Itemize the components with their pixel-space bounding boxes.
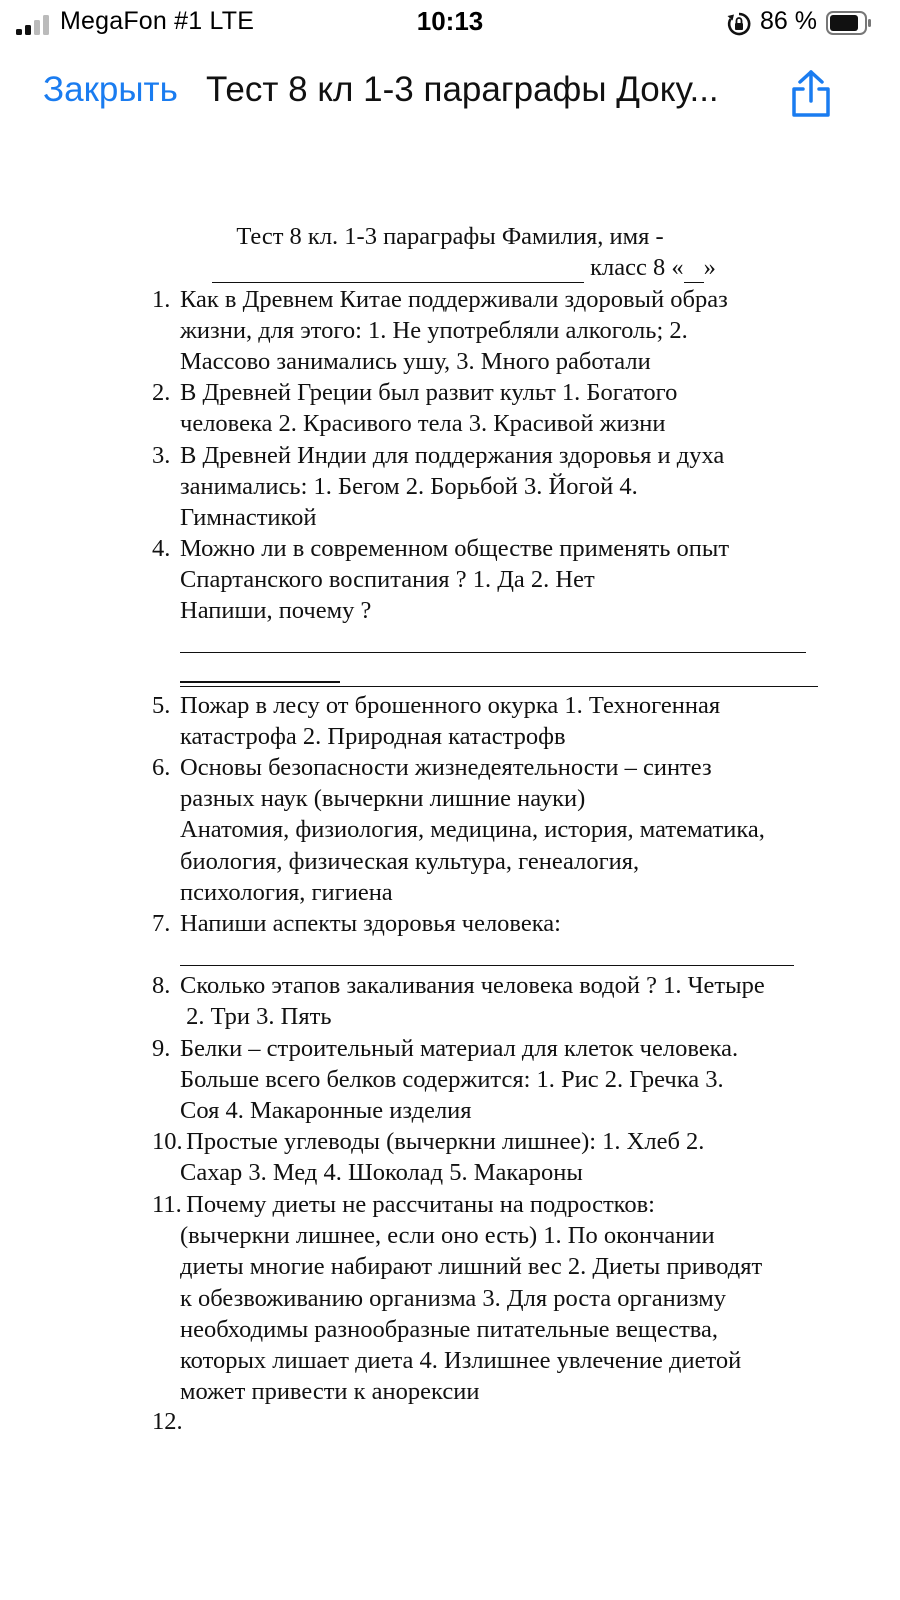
question-text bbox=[180, 970, 860, 1032]
question-number: 3. bbox=[152, 442, 171, 469]
question-number: 10. bbox=[152, 1128, 183, 1155]
question-text bbox=[180, 752, 860, 908]
question-line: Анатомия, физиология, медицина, история, математика, bbox=[180, 816, 765, 844]
question-line: (вычеркни лишнее, если оно есть) 1. По окончании bbox=[180, 1222, 715, 1250]
answer-line-q7 bbox=[180, 965, 794, 966]
question-line: к обезвоживанию организма 3. Для роста организму bbox=[180, 1284, 726, 1312]
question-text bbox=[180, 284, 860, 378]
question-line: занимались: 1. Бегом 2. Борьбой 3. Йогой 4. bbox=[180, 473, 638, 501]
question-text bbox=[180, 1126, 860, 1188]
battery-percent: 86 % bbox=[760, 7, 817, 35]
question-number: 4. bbox=[152, 535, 171, 562]
name-blank bbox=[212, 254, 584, 283]
question-number: 6. bbox=[152, 754, 171, 781]
question-line: психология, гигиена bbox=[180, 878, 393, 906]
question-text bbox=[180, 1033, 860, 1127]
question-line: Гимнастикой bbox=[180, 504, 317, 532]
class-close-quote: » bbox=[703, 254, 716, 281]
answer-line-q4-accent bbox=[180, 681, 340, 683]
question-line: Почему диеты не рассчитаны на подростков: bbox=[180, 1191, 655, 1218]
question-line: Как в Древнем Китае поддерживали здоровый образ bbox=[180, 286, 728, 313]
question-text bbox=[180, 440, 860, 534]
question-line: которых лишает диета 4. Излишнее увлечение диетой bbox=[180, 1346, 742, 1374]
document-header: Тест 8 кл. 1-3 параграфы Фамилия, имя - bbox=[236, 223, 664, 250]
class-label: класс 8 « bbox=[590, 254, 684, 281]
question-line: биология, физическая культура, генеалогия, bbox=[180, 847, 640, 875]
document-title: Тест 8 кл 1-3 параграфы Доку... bbox=[206, 70, 719, 109]
question-line: Спартанского воспитания ? 1. Да 2. Нет bbox=[180, 566, 595, 594]
question-text bbox=[180, 1189, 860, 1407]
question-line: Больше всего белков содержится: 1. Рис 2. Гречка 3. bbox=[180, 1066, 724, 1094]
question-line: Соя 4. Макаронные изделия bbox=[180, 1097, 472, 1125]
question-text bbox=[180, 690, 860, 752]
question-number: 9. bbox=[152, 1035, 171, 1062]
clock: 10:13 bbox=[416, 6, 484, 36]
question-line: Можно ли в современном обществе применять опыт bbox=[180, 535, 730, 562]
question-line: разных наук (вычеркни лишние науки) bbox=[180, 785, 586, 813]
class-blank bbox=[684, 254, 704, 283]
question-line: необходимы разнообразные питательные вещества, bbox=[180, 1315, 719, 1343]
close-button[interactable]: Закрыть bbox=[43, 70, 178, 109]
question-line: Простые углеводы (вычеркни лишнее): 1. Хлеб 2. bbox=[180, 1128, 705, 1155]
question-text bbox=[180, 377, 860, 439]
question-number: 11. bbox=[152, 1191, 182, 1218]
question-line: В Древней Греции был развит культ 1. Богатого bbox=[180, 379, 678, 406]
question-line: 2. Три 3. Пять bbox=[180, 1003, 332, 1031]
question-line: Основы безопасности жизнедеятельности – синтез bbox=[180, 754, 712, 781]
question-text bbox=[180, 908, 860, 939]
question-text bbox=[180, 533, 860, 627]
question-line: Напиши аспекты здоровья человека: bbox=[180, 910, 561, 937]
question-line: В Древней Индии для поддержания здоровья и духа bbox=[180, 442, 725, 469]
question-line: Сколько этапов закаливания человека водой ? 1. Четыре bbox=[180, 972, 765, 999]
question-line: Напиши, почему ? bbox=[180, 597, 372, 625]
answer-line-q4 bbox=[180, 652, 806, 653]
question-number: 5. bbox=[152, 692, 171, 719]
question-line: диеты многие набирают лишний вес 2. Диеты приводят bbox=[180, 1253, 763, 1281]
answer-line-q4 bbox=[180, 686, 818, 687]
question-line: человека 2. Красивого тела 3. Красивой жизни bbox=[180, 410, 666, 438]
question-line: может привести к анорексии bbox=[180, 1378, 480, 1406]
question-line: Массово занимались ушу, 3. Много работали bbox=[180, 348, 651, 376]
question-line: Пожар в лесу от брошенного окурка 1. Техногенная bbox=[180, 692, 721, 719]
question-line: катастрофа 2. Природная катастрофв bbox=[180, 723, 566, 751]
question-number: 12. bbox=[152, 1408, 183, 1435]
question-number: 7. bbox=[152, 910, 171, 937]
carrier-label: MegaFon #1 LTE bbox=[60, 7, 255, 35]
question-line: жизни, для этого: 1. Не употребляли алкоголь; 2. bbox=[180, 317, 688, 345]
question-number: 2. bbox=[152, 379, 171, 406]
name-class-line bbox=[212, 254, 716, 283]
question-line: Сахар 3. Мед 4. Шоколад 5. Макароны bbox=[180, 1159, 583, 1187]
question-number: 1. bbox=[152, 286, 171, 313]
question-number: 8. bbox=[152, 972, 171, 999]
question-line: Белки – строительный материал для клеток человека. bbox=[180, 1035, 739, 1062]
